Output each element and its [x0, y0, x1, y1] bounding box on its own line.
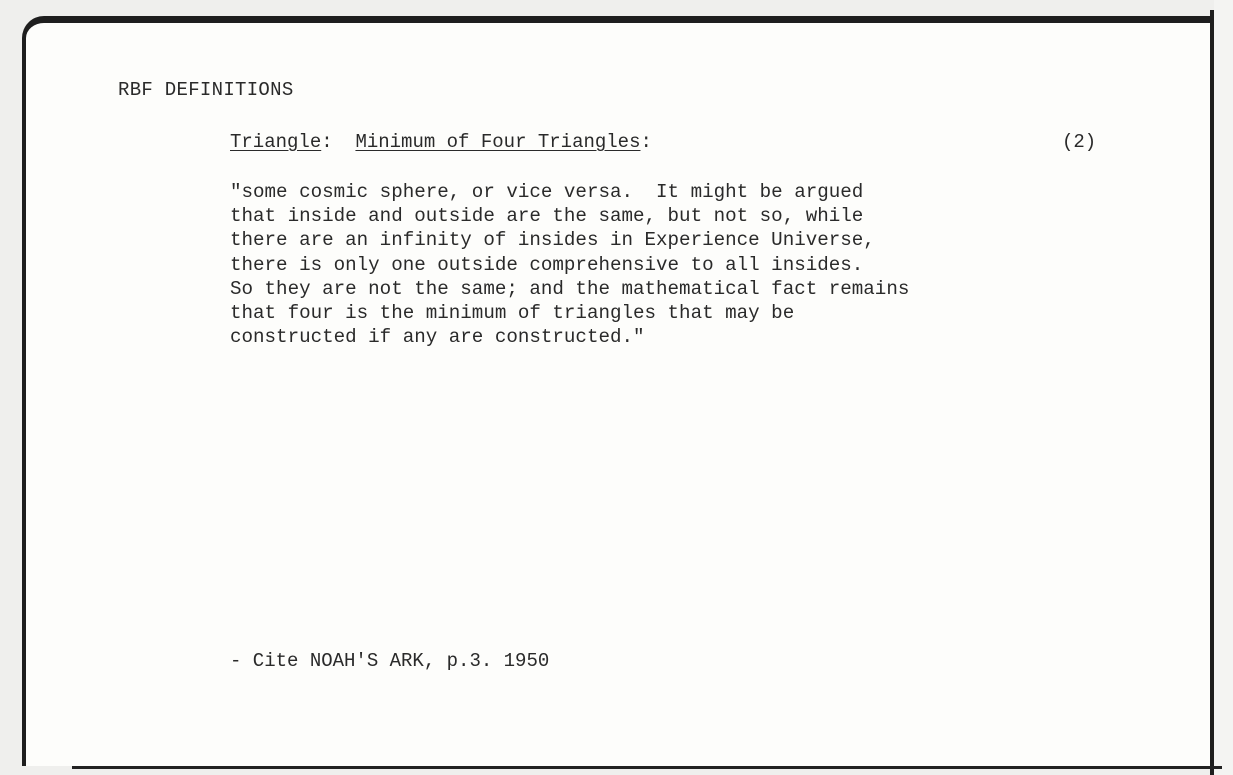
quote-line: constructed if any are constructed." — [230, 326, 645, 349]
entry-title-row — [230, 131, 1110, 153]
quote-body — [230, 180, 909, 349]
quote-line: there is only one outside comprehensive to all insides. — [230, 253, 864, 276]
entry-term: Triangle — [230, 131, 322, 153]
quote-line: that four is the minimum of triangles that may be — [230, 302, 795, 325]
page-edge — [1214, 0, 1233, 775]
entry-term-separator: : — [321, 131, 333, 153]
card-bottom-border — [72, 766, 1222, 769]
card-right-border — [1210, 10, 1214, 775]
quote-line: there are an infinity of insides in Experience Universe, — [230, 229, 875, 252]
entry-subterm: Minimum of Four Triangles — [355, 131, 641, 153]
entry-subterm-suffix: : — [640, 131, 652, 153]
citation: - Cite NOAH'S ARK, p.3. 1950 — [230, 650, 550, 672]
quote-line: "some cosmic sphere, or vice versa. It might be argued — [230, 181, 864, 203]
quote-line: that inside and outside are the same, but not so, while — [230, 205, 864, 228]
card-header: RBF DEFINITIONS — [118, 79, 294, 101]
card-number: (2) — [1062, 131, 1097, 153]
quote-line: So they are not the same; and the mathematical fact remains — [230, 277, 910, 300]
index-card — [22, 16, 1212, 766]
